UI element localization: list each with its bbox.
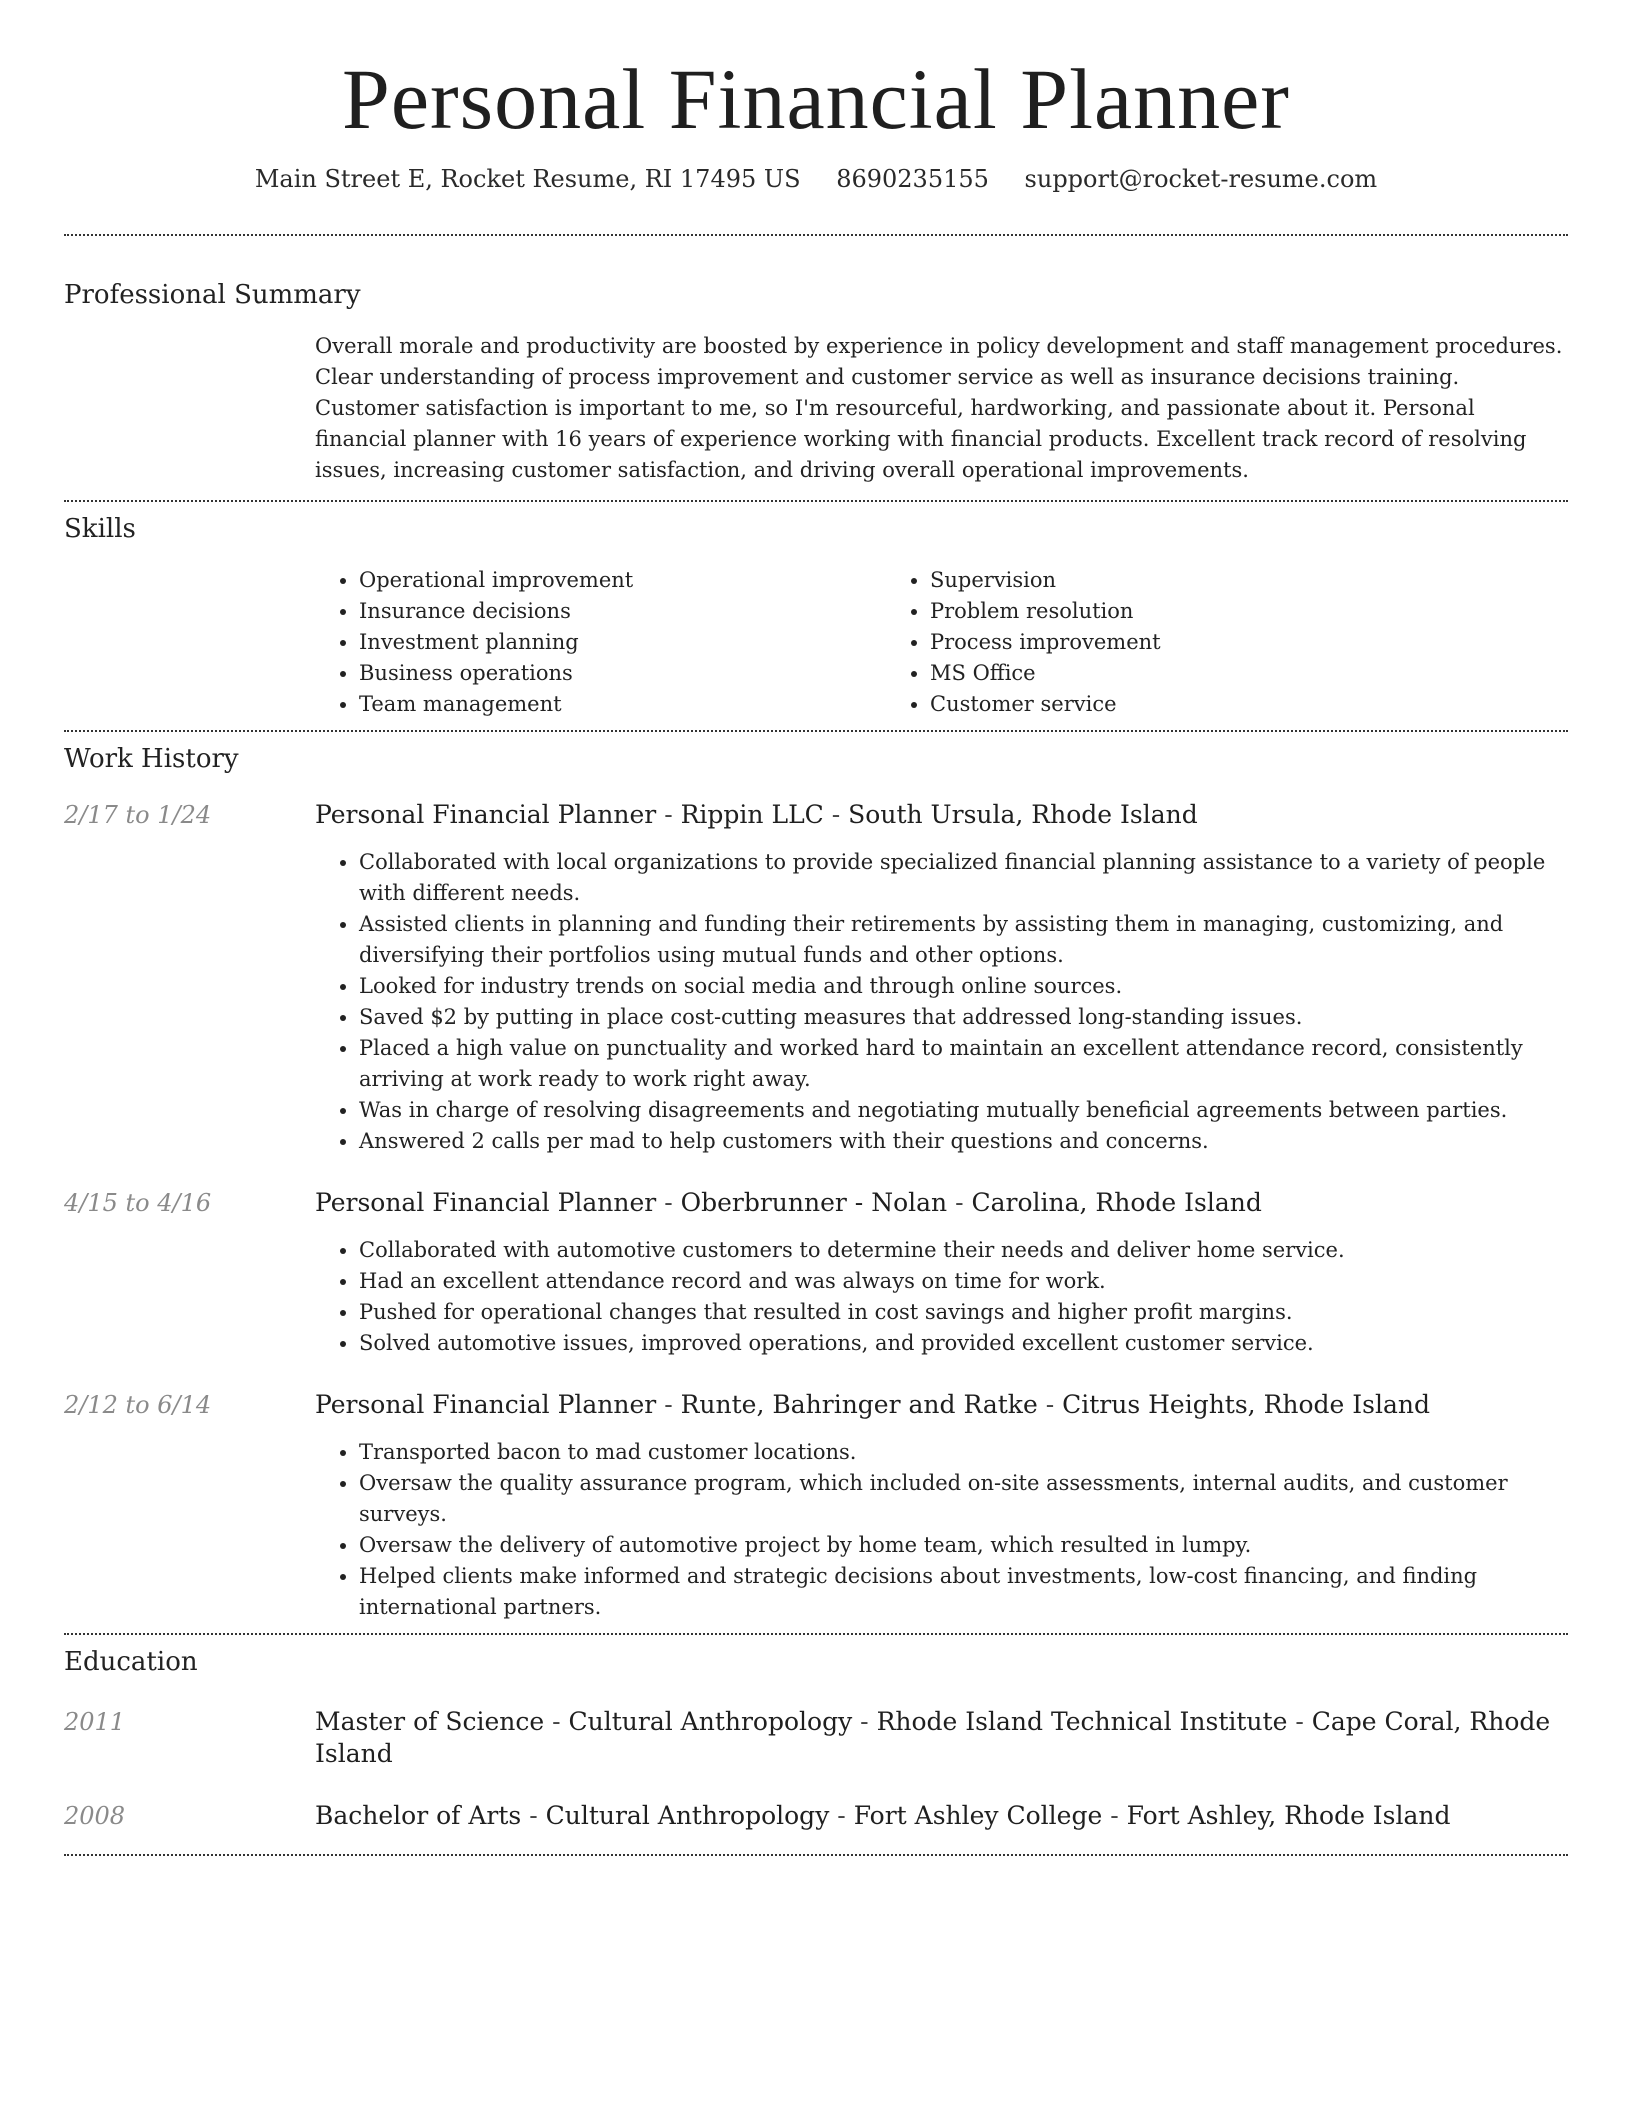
job-bullet: • Collaborated with local organizations to provide specialized financial planning assistance to a variety of people with different needs. [359,847,1568,909]
education-year: 2011 [64,1708,126,1737]
summary-section [64,236,1568,486]
job-company: Runte, Bahringer and Ratke [680,1390,1038,1420]
education-entry [64,1800,1568,1832]
job-role: Personal Financial Planner [315,800,657,830]
skills-list-left [315,565,886,720]
job-dates: 2/12 to 6/14 [64,1391,212,1420]
education-section [64,1635,1568,1832]
education-school: Rhode Island Technical Institute [876,1707,1288,1737]
skills-grid [315,565,1568,720]
job-bullet: • Had an excellent attendance record and was always on time for work. [359,1266,1568,1297]
job-heading: Personal Financial Planner - Oberbrunner - Nolan - Carolina, Rhode Island [315,1188,1262,1218]
job-bullet: • Answered 2 calls per mad to help customers with their questions and concerns. [359,1126,1568,1157]
education-entry [64,1706,1568,1770]
job-bullet: • Looked for industry trends on social media and through online sources. [359,971,1568,1002]
job-bullet: • Collaborated with automotive customers to determine their needs and deliver home service. [359,1235,1568,1266]
contact-email: support@rocket-resume.com [1024,164,1378,193]
skills-heading: Skills [64,513,136,544]
work-heading: Work History [64,744,239,775]
summary-heading: Professional Summary [64,279,361,310]
job-body [315,1187,1568,1359]
skill-item: • Process improvement [930,627,1457,658]
job-heading: Personal Financial Planner - Runte, Bahringer and Ratke - Citrus Heights, Rhode Island [315,1390,1431,1420]
job-bullet: • Oversaw the quality assurance program, which included on-site assessments, internal audits, and customer surveys. [359,1468,1568,1530]
job-bullet: • Pushed for operational changes that resulted in cost savings and higher profit margins. [359,1297,1568,1328]
job-entry [64,1389,1568,1623]
job-entry [64,799,1568,1157]
job-bullets [315,1437,1568,1623]
job-bullet: • Helped clients make informed and strategic decisions about investments, low-cost financing, and finding international partners. [359,1561,1568,1623]
contact-line [64,165,1568,194]
education-location: Cape Coral, Rhode Island [315,1707,1551,1769]
job-role: Personal Financial Planner [315,1390,657,1420]
contact-phone: 8690235155 [836,164,989,193]
job-company: Oberbrunner - Nolan [680,1188,948,1218]
job-dates: 4/15 to 4/16 [64,1189,212,1218]
job-body [315,799,1568,1157]
job-location: South Ursula, Rhode Island [848,800,1198,830]
job-dates: 2/17 to 1/24 [64,801,212,830]
education-field: Cultural Anthropology [545,1801,830,1831]
skills-section [64,502,1568,720]
job-bullet: • Oversaw the delivery of automotive project by home team, which resulted in lumpy. [359,1530,1568,1561]
summary-text: Overall morale and productivity are boosted by experience in policy development and staff management procedures. Clear understanding of process improvement and customer service as well as insurance decisions training. Customer satisfaction is important to me, so I'm resourceful, hardworking, and passionate about it. Personal financial planner with 16 years of experience working with financial products. Excellent track record of resolving issues, increasing customer satisfaction, and driving overall operational improvements. [315,333,1563,482]
job-role: Personal Financial Planner [315,1188,657,1218]
skill-item: • Supervision [930,565,1457,596]
education-heading-line: Bachelor of Arts - Cultural Anthropology - Fort Ashley College - Fort Ashley, Rhode Island [315,1801,1451,1831]
skill-item: • Customer service [930,689,1457,720]
job-body [315,1389,1568,1623]
education-body [315,1706,1568,1770]
skill-item: • Problem resolution [930,596,1457,627]
skill-item: • Business operations [359,658,886,689]
job-bullets [315,847,1568,1157]
skill-item: • Investment planning [359,627,886,658]
job-entry [64,1187,1568,1359]
job-bullet: • Transported bacon to mad customer locations. [359,1437,1568,1468]
education-location: Fort Ashley, Rhode Island [1126,1801,1451,1831]
education-body [315,1800,1568,1832]
skill-item: • Team management [359,689,886,720]
skills-list-right [886,565,1457,720]
skill-item: • Insurance decisions [359,596,886,627]
skill-item: • Operational improvement [359,565,886,596]
job-location: Carolina, Rhode Island [971,1188,1262,1218]
job-bullet: • Was in charge of resolving disagreements and negotiating mutually beneficial agreements between parties. [359,1095,1568,1126]
job-heading: Personal Financial Planner - Rippin LLC - South Ursula, Rhode Island [315,800,1198,830]
job-location: Citrus Heights, Rhode Island [1062,1390,1431,1420]
job-bullets [315,1235,1568,1359]
divider [64,1854,1568,1856]
job-bullet: • Placed a high value on punctuality and worked hard to maintain an excellent attendance record, consistently arriving at work ready to work right away. [359,1033,1568,1095]
skill-item: • MS Office [930,658,1457,689]
resume-name: Personal Financial Planner [342,51,1290,147]
job-bullet: • Saved $2 by putting in place cost-cutting measures that addressed long-standing issues. [359,1002,1568,1033]
education-degree: Bachelor of Arts [315,1801,522,1831]
education-school: Fort Ashley College [853,1801,1103,1831]
contact-address: Main Street E, Rocket Resume, RI 17495 US [254,164,801,193]
education-heading-line: Master of Science - Cultural Anthropology - Rhode Island Technical Institute - Cape Coral, Rhode Island [315,1707,1551,1769]
job-company: Rippin LLC [680,800,824,830]
job-bullet: • Solved automotive issues, improved operations, and provided excellent customer service. [359,1328,1568,1359]
education-field: Cultural Anthropology [568,1707,853,1737]
education-year: 2008 [64,1802,126,1831]
education-heading: Education [64,1647,198,1678]
education-degree: Master of Science [315,1707,545,1737]
work-section [64,732,1568,1623]
job-bullet: • Assisted clients in planning and funding their retirements by assisting them in managing, customizing, and diversifying their portfolios using mutual funds and other options. [359,909,1568,971]
